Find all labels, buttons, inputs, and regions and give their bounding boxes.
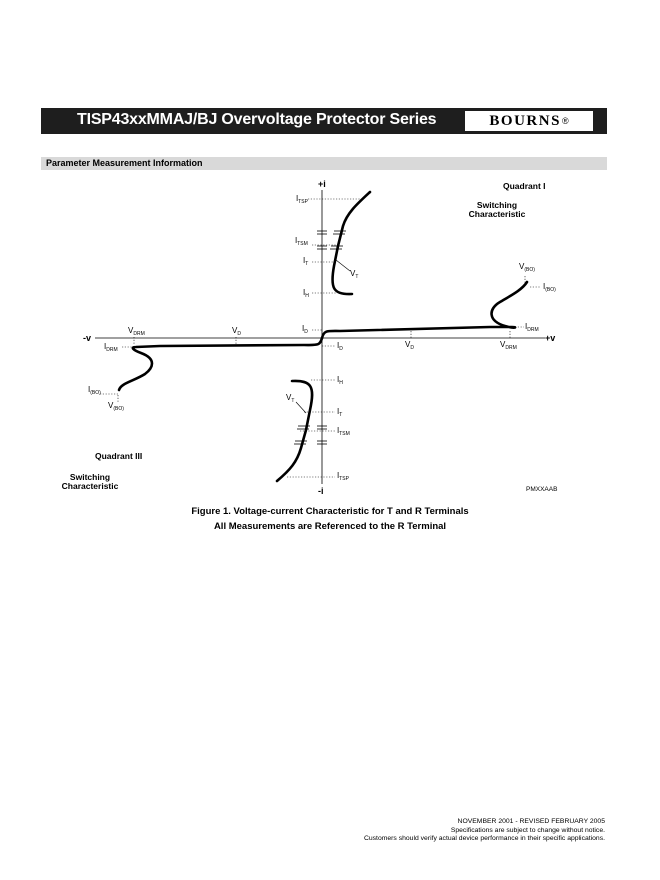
- label-vdrm-q3: $V_{DRM}$: [128, 326, 145, 337]
- label-vbo-q1: $V_{(BO)}$: [519, 262, 535, 273]
- label-idrm-q1: $I_{DRM}$: [525, 322, 539, 333]
- label-ibo-q3: $I_{(BO)}$: [88, 385, 101, 396]
- label-vdrm-q1: $V_{DRM}$: [500, 340, 517, 351]
- label-ih-q1: $I_H$: [303, 288, 309, 299]
- footer-disclaimer: Customers should verify actual device performance in their specific applications.: [363, 835, 605, 842]
- label-vd-q1: $V_D$: [405, 340, 414, 351]
- label-itsm-q1: $I_{TSM}$: [295, 236, 308, 247]
- figure-caption-line2: All Measurements are Referenced to the R Terminal: [213, 521, 447, 532]
- curve-quadrant3-onstate: [277, 381, 312, 481]
- label-idrm-q3: $I_{DRM}$: [104, 342, 118, 353]
- label-vd-q3: $V_D$: [232, 326, 241, 337]
- label-itsm-q3: $I_{TSM}$: [337, 426, 350, 437]
- footer-notice: Specifications are subject to change without notice.: [450, 826, 605, 834]
- page-footer: [364, 818, 605, 844]
- logo-text: BOURNS: [489, 112, 561, 129]
- quadrant3-char-line1: Switching: [69, 472, 111, 482]
- label-vt-q1: $V_T$: [350, 269, 359, 280]
- label-vbo-q3: $V_{(BO)}$: [108, 401, 124, 412]
- label-itsp-q3: $I_{TSP}$: [337, 471, 349, 482]
- curve-quadrant1-onstate: [332, 192, 370, 294]
- axis-label-pos-v: +v: [545, 333, 556, 343]
- registered-mark: ®: [561, 116, 569, 126]
- quadrant1-label: Quadrant I: [503, 181, 546, 191]
- quadrant3-label: Quadrant III: [95, 451, 143, 461]
- reference-lines-q1: [308, 199, 541, 338]
- axis-label-neg-i: -i: [318, 486, 324, 496]
- figure-caption-line1: Figure 1. Voltage-current Characteristic for T and R Terminals: [191, 506, 469, 517]
- label-ih-q3: $I_H$: [337, 375, 343, 386]
- label-itsp-q1: $I_{TSP}$: [296, 194, 308, 205]
- vi-curve: [119, 192, 527, 481]
- label-ibo-q1: $I_{(BO)}$: [543, 282, 556, 293]
- axis-label-pos-i: +i: [318, 179, 326, 189]
- figure-caption: [0, 504, 660, 534]
- axis-label-neg-v: -v: [83, 333, 92, 343]
- label-it-q1: $I_T$: [303, 256, 309, 267]
- vt-leader-q3: [296, 402, 306, 413]
- label-id-q3: $I_D$: [337, 341, 343, 352]
- label-it-q3: $I_T$: [337, 407, 343, 418]
- diagram-code: PMXXAAB: [526, 486, 558, 493]
- section-title: Parameter Measurement Information: [46, 158, 203, 168]
- page-title: TISP43xxMMAJ/BJ Overvoltage Protector Series: [77, 111, 437, 128]
- vt-leader-q1: [336, 260, 350, 271]
- footer-date: NOVEMBER 2001 - REVISED FEBRUARY 2005: [457, 818, 605, 825]
- quadrant1-char-line2: Characteristic: [468, 209, 526, 219]
- quadrant3-char-line2: Characteristic: [61, 481, 119, 491]
- label-id-q1: $I_D$: [302, 324, 308, 335]
- label-vt-q3: $V_T$: [286, 393, 295, 404]
- curve-positive-voltage: [322, 282, 527, 338]
- quadrant1-char-line1: Switching: [476, 200, 518, 210]
